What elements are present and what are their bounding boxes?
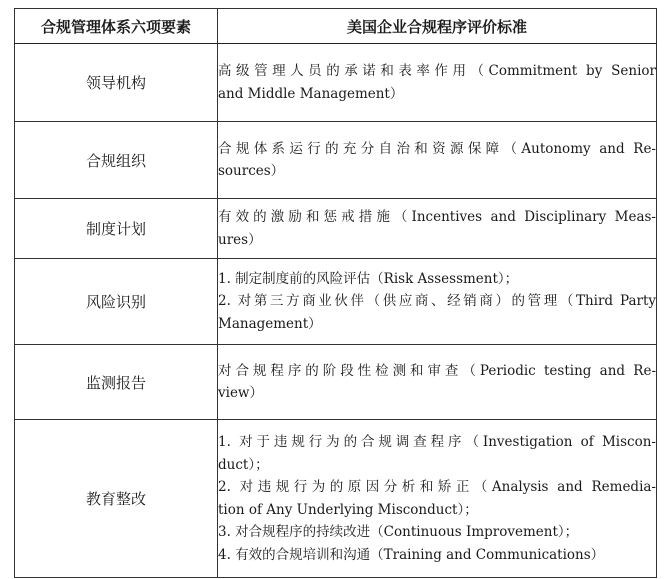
element-cell: 领导机构 xyxy=(15,44,218,122)
standard-line: 2. 对违规行为的原因分析和矫正（Analysis and Remedia- xyxy=(218,479,656,495)
standard-line: 高级管理人员的承诺和表率作用（Commitment by Senior xyxy=(218,63,656,79)
element-cell: 风险识别 xyxy=(15,259,218,345)
standard-line: view） xyxy=(218,385,263,401)
element-cell: 合规组织 xyxy=(15,122,218,199)
standard-line: 1. 对于违规行为的合规调查程序（Investigation of Miscon- xyxy=(218,434,656,450)
standard-cell xyxy=(218,259,657,345)
element-cell: 教育整改 xyxy=(15,420,218,578)
standard-cell xyxy=(218,44,657,122)
standard-cell xyxy=(218,199,657,259)
standard-line: 有效的激励和惩戒措施（Incentives and Disciplinary Meas- xyxy=(218,209,656,225)
standard-line: 4. 有效的合规培训和沟通（Training and Communications） xyxy=(218,546,605,563)
standard-line: 1. 制定制度前的风险评估（Risk Assessment）； xyxy=(218,270,519,287)
table-row xyxy=(15,44,657,122)
standard-cell xyxy=(218,122,657,199)
standard-cell xyxy=(218,420,657,578)
compliance-table xyxy=(14,8,657,578)
standard-line: 3. 对合规程序的持续改进（Continuous Improvement）； xyxy=(218,524,579,540)
standard-line: 合规体系运行的充分自治和资源保障（Autonomy and Re- xyxy=(218,140,656,157)
table-row xyxy=(15,420,657,578)
standard-line: duct）； xyxy=(218,456,269,473)
standard-line: 对合规程序的阶段性检测和审查（Periodic testing and Re- xyxy=(218,362,656,379)
standard-line: sources） xyxy=(218,163,285,179)
table-row xyxy=(15,122,657,199)
header-row xyxy=(15,9,657,44)
header-standards: 美国企业合规程序评价标准 xyxy=(218,9,657,44)
standard-line: tion of Any Underlying Misconduct）； xyxy=(218,501,478,518)
header-elements: 合规管理体系六项要素 xyxy=(15,9,218,44)
table-row xyxy=(15,345,657,420)
element-cell: 制度计划 xyxy=(15,199,218,259)
standard-line: ures） xyxy=(218,231,262,248)
element-cell: 监测报告 xyxy=(15,345,218,420)
standard-cell xyxy=(218,345,657,420)
table-row xyxy=(15,259,657,345)
table-row xyxy=(15,199,657,259)
standard-line: 2. 对第三方商业伙伴（供应商、经销商）的管理（Third Party xyxy=(218,293,656,310)
standard-line: Management） xyxy=(218,315,322,332)
standard-line: and Middle Management） xyxy=(218,85,404,102)
